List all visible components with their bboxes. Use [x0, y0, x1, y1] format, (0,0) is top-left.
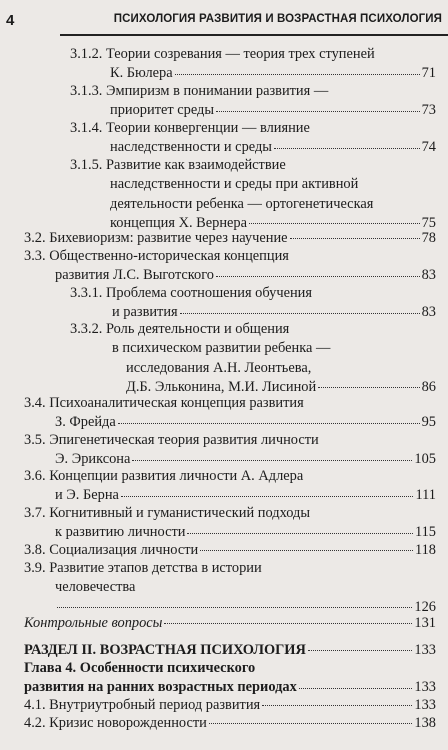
- toc-entry-number: 3.9.: [24, 560, 46, 576]
- toc-page-number: 105: [414, 451, 436, 468]
- toc-entry-title: человечества: [55, 579, 136, 596]
- toc-entry-number: 3.5.: [24, 432, 46, 448]
- page-number: 4: [6, 12, 15, 29]
- toc-page-number: 133: [414, 642, 436, 658]
- dot-leader: [200, 550, 413, 551]
- toc-page-number: 133: [414, 679, 436, 696]
- toc-page-number: 78: [421, 230, 436, 246]
- toc-page-number: 75: [421, 215, 436, 232]
- toc-entry-number: 3.1.4.: [70, 120, 103, 136]
- dot-leader: [318, 387, 419, 388]
- toc-entry-title: Развитие этапов детства в истории: [49, 560, 262, 576]
- toc-page-number: 74: [421, 139, 436, 156]
- toc-entry-title: концепция Х. Вернера: [110, 215, 248, 232]
- toc-entry-title: Д.Б. Эльконина, М.И. Лисиной: [126, 379, 317, 396]
- toc-entry-title: к развитию личности: [55, 524, 186, 541]
- dot-leader: [290, 238, 420, 239]
- toc-entry-title: Когнитивный и гуманистический подходы: [49, 505, 311, 521]
- toc-entry-title: приоритет среды: [110, 102, 215, 119]
- toc-entry: [24, 614, 436, 633]
- toc-entry-title: 4.1. Внутриутробный период развития: [24, 697, 261, 713]
- toc-entry: [24, 467, 436, 506]
- toc-entry-number: 3.2.: [24, 230, 46, 246]
- toc-page-number: 71: [421, 65, 436, 82]
- toc-entry-title: развития Л.С. Выготского: [55, 267, 214, 284]
- toc-page-number: 83: [421, 267, 436, 284]
- toc-entry: [70, 320, 436, 398]
- dot-leader: [274, 148, 420, 149]
- toc-entry-title: Психоаналитическая концепция развития: [49, 395, 304, 411]
- toc-entry-title: Общественно-историческая концепция: [49, 248, 289, 264]
- dot-leader: [164, 623, 412, 624]
- toc-entry: [24, 504, 436, 543]
- toc-entry-title: Контрольные вопросы: [24, 615, 163, 631]
- toc-page-number: 86: [421, 379, 436, 396]
- toc-entry-title: и Э. Берна: [55, 487, 119, 504]
- toc-page-number: 126: [414, 598, 436, 615]
- toc-entry-title: исследования А.Н. Леонтьева,: [126, 359, 312, 376]
- dot-leader: [249, 223, 420, 224]
- dot-leader: [216, 111, 420, 112]
- toc-page-number: 138: [414, 715, 436, 731]
- toc-entry-number: 3.3.: [24, 248, 46, 264]
- toc-entry-number: 3.1.2.: [70, 46, 103, 62]
- toc-entry-number: 3.8.: [24, 542, 46, 558]
- toc-entry-title: Социализация личности: [49, 542, 199, 558]
- toc-entry-title: Глава 4. Особенности психического: [24, 660, 256, 676]
- toc-entry-title: З. Фрейда: [55, 414, 116, 431]
- dot-leader: [175, 74, 420, 75]
- toc-page-number: 118: [414, 542, 436, 558]
- toc-entry-title: Развитие как взаимодействие: [106, 157, 286, 173]
- toc-page-number: 115: [414, 524, 436, 541]
- toc-entry-number: 3.6.: [24, 468, 46, 484]
- toc-page-number: 131: [414, 615, 436, 631]
- toc-entry-title: Проблема соотношения обучения: [106, 285, 312, 301]
- toc-entry-title: 4.2. Кризис новорожденности: [24, 715, 207, 731]
- dot-leader: [118, 423, 420, 424]
- toc-entry: [70, 284, 436, 323]
- toc-entry: [24, 394, 436, 433]
- toc-entry-title: Теории созревания — теория трех ступеней: [106, 46, 375, 62]
- dot-leader: [132, 460, 412, 461]
- toc-entry-title: наследственности и среды: [110, 139, 272, 156]
- dot-leader: [216, 276, 420, 277]
- toc-entry-title: наследственности и среды при активной: [110, 176, 359, 193]
- toc-page-number: 133: [414, 697, 436, 713]
- toc-page-number: 95: [421, 414, 436, 431]
- toc-entry-title: Эпигенетическая теория развития личности: [49, 432, 319, 448]
- toc-entry-title: Э. Эриксона: [55, 451, 131, 468]
- toc-entry-number: 3.3.2.: [70, 321, 103, 337]
- toc-entry-number: 3.1.3.: [70, 83, 103, 99]
- toc-entry-number: 3.7.: [24, 505, 46, 521]
- toc-entry: [24, 559, 436, 617]
- toc-entry: [70, 156, 436, 234]
- toc-entry-title: РАЗДЕЛ II. ВОЗРАСТНАЯ ПСИХОЛОГИЯ: [24, 642, 306, 658]
- dot-leader: [57, 607, 412, 608]
- toc-entry-title: Концепции развития личности А. Адлера: [49, 468, 304, 484]
- toc-entry-number: 3.1.5.: [70, 157, 103, 173]
- toc-entry-title: К. Бюлера: [110, 65, 173, 82]
- toc-page-number: 83: [421, 304, 436, 321]
- toc-entry-title: Теории конвергенции — влияние: [106, 120, 310, 136]
- toc-entry: [24, 229, 436, 248]
- toc-entry-title: в психическом развитии ребенка —: [112, 340, 331, 357]
- running-title: ПСИХОЛОГИЯ РАЗВИТИЯ И ВОЗРАСТНАЯ ПСИХОЛОГИЯ: [113, 13, 442, 25]
- toc-entry: [70, 119, 436, 158]
- toc-entry-title: Эмпиризм в понимании развития —: [106, 83, 329, 99]
- toc-page-number: 111: [415, 487, 436, 504]
- toc-entry: [70, 82, 436, 121]
- toc-entry-title: деятельности ребенка — ортогенетическая: [110, 195, 374, 212]
- toc-entry: [24, 541, 436, 560]
- toc-entry-title: развития на ранних возрастных периодах: [24, 679, 297, 696]
- dot-leader: [187, 533, 412, 534]
- toc-entry: [24, 247, 436, 286]
- toc-page-number: 73: [421, 102, 436, 119]
- toc-entry-number: 3.4.: [24, 395, 46, 411]
- toc-entry-title: и развития: [112, 304, 178, 321]
- toc-entry-number: 3.3.1.: [70, 285, 103, 301]
- dot-leader: [121, 496, 414, 497]
- toc-entry-title: Бихевиоризм: развитие через научение: [49, 230, 288, 246]
- toc-entry: [70, 45, 436, 84]
- toc-entry-title: Роль деятельности и общения: [106, 321, 290, 337]
- dot-leader: [180, 313, 420, 314]
- toc-entry: [24, 431, 436, 470]
